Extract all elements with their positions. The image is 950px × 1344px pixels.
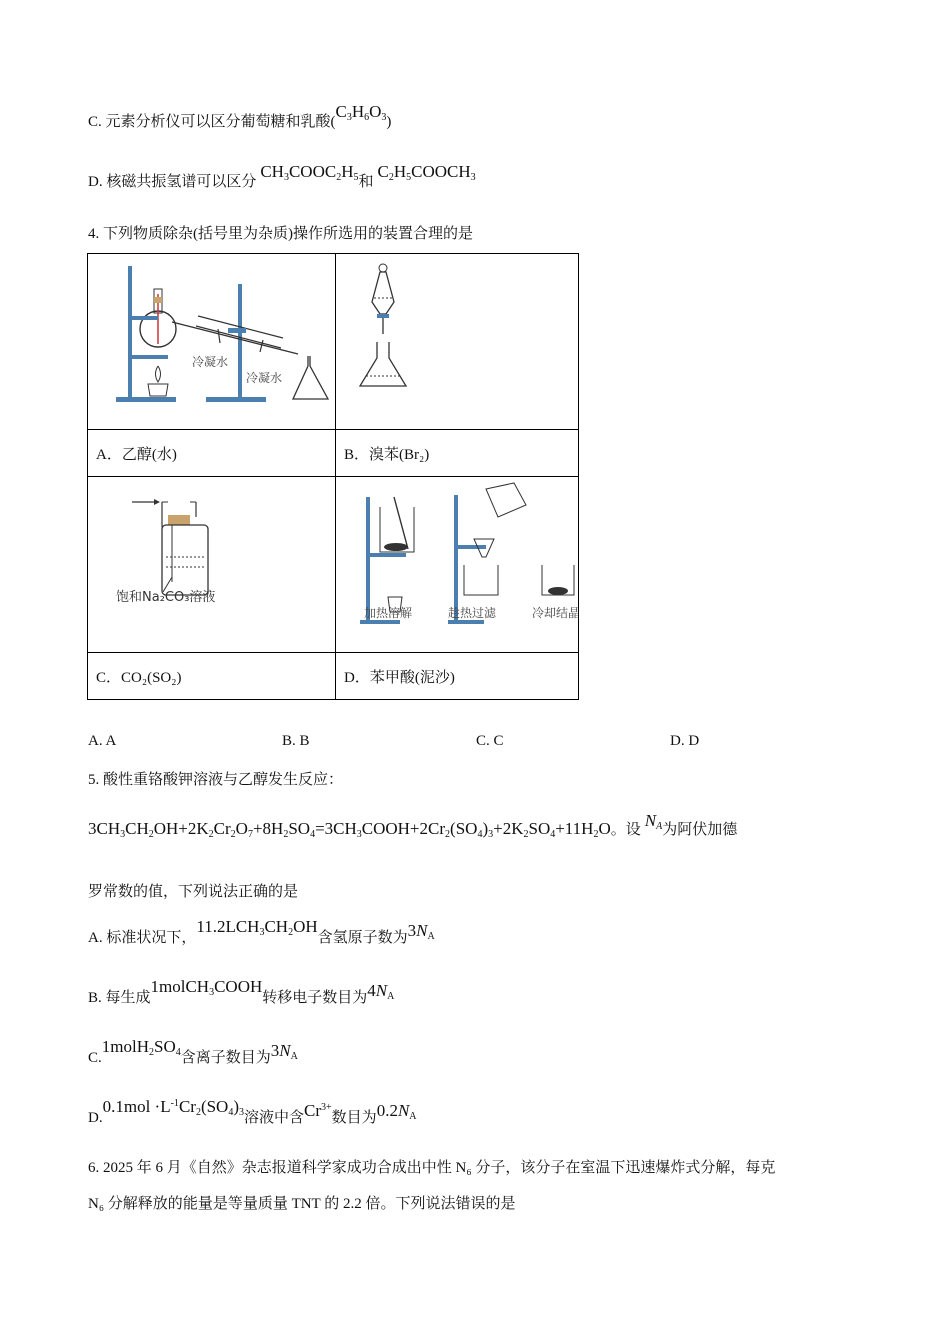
cell-a-label: A．乙醇(水)	[88, 430, 336, 477]
step-label-heat-dissolve: 加热溶解	[364, 606, 413, 620]
cell-b-label: B．溴苯(Br₂)	[336, 430, 579, 477]
apparatus-c-image	[88, 477, 336, 653]
q6-line1: 6. 2025 年 6 月《自然》杂志报道科学家成功合成出中性 N₆ 分子，该分子在室温下迅速爆炸式分解，每克	[88, 1160, 776, 1176]
q5-option-b: B. 每生成1molCH$_3$COOH转移电子数目为$4N_A$	[88, 977, 395, 1006]
apparatus-a-image	[88, 254, 336, 430]
lactic-acid-formula: $C_3H_6O_3$	[335, 102, 387, 123]
option-c-value: $3N_A$	[270, 1041, 298, 1062]
q4-stem: 4. 下列物质除杂(括号里为杂质)操作所选用的装置合理的是	[88, 226, 473, 242]
option-a-formula: $11.2LCH_3CH_2OH$	[196, 917, 318, 938]
option-c-formula: $1molH_2SO_4$	[101, 1037, 181, 1058]
saturated-solution-label: 饱和Na₂CO₃溶液	[116, 590, 216, 605]
q5-stem: 5. 酸性重铬酸钾溶液与乙醇发生反应：	[88, 772, 344, 788]
choice-a[interactable]: A. A	[88, 733, 117, 749]
option-d-formula: $0.1mol \cdot L^{-1}Cr_2(SO_4)_3$	[102, 1097, 245, 1118]
q3-option-d: D. 核磁共振氢谱可以区分$CH_3COOC_2H_5$和$C_2H_5COOCH_3$	[88, 162, 476, 190]
choice-b[interactable]: B. B	[282, 733, 310, 749]
option-b-value: $4N_A$	[367, 981, 395, 1002]
avogadro-symbol: $N_A$	[644, 811, 663, 832]
chromium-ion: $Cr^{3+}$	[304, 1101, 332, 1120]
condenser-water-label-2: 冷凝水	[246, 371, 283, 385]
q5-equation-line: $3CH_3CH_2OH+2K_2Cr_2O_7+8H_2SO_4=3CH_3COOH+2Cr_2(SO_4)_3+2K_2SO_4+11H_2O$。设 $N_A$为阿伏加德	[88, 811, 738, 840]
option-d-value: $0.2N_A$	[376, 1101, 417, 1122]
choice-c[interactable]: C. C	[476, 733, 504, 749]
q5-stem-cont: 罗常数的值，下列说法正确的是	[88, 884, 299, 900]
step-label-cool-crystallize: 冷却结晶	[532, 606, 578, 620]
option-a-value: $3N_A$	[407, 921, 435, 942]
condenser-water-label-1: 冷凝水	[192, 355, 229, 369]
ethyl-acetate-formula: $CH_3COOC_2H_5$	[260, 162, 359, 183]
q5-option-c: $C.1molH_2SO_4$含离子数目为$3N_A$	[88, 1037, 298, 1066]
choice-d[interactable]: D. D	[670, 733, 700, 749]
option-b-formula: 1molCH$_3$COOH	[150, 977, 263, 998]
q6-line2: N₆ 分解释放的能量是等量质量 TNT 的 2.2 倍。下列说法错误的是	[88, 1196, 516, 1212]
cell-c-label: C．CO₂(SO₂)	[88, 653, 336, 700]
q5-option-d: $D.0.1mol \cdot L^{-1}Cr_2(SO_4)_3$溶液中含$Cr^{3+}$数目为$0.2N_A$	[88, 1097, 417, 1126]
reaction-equation: $3CH_3CH_2OH+2K_2Cr_2O_7+8H_2SO_4=3CH_3COOH+2Cr_2(SO_4)_3+2K_2SO_4+11H_2O$	[88, 819, 611, 840]
q3-option-c: C. 元素分析仪可以区分葡萄糖和乳酸$(C_3H_6O_3)$	[88, 102, 392, 130]
cell-d-label: D．苯甲酸(泥沙)	[336, 653, 579, 700]
apparatus-b-image	[336, 254, 579, 430]
step-label-hot-filter: 趁热过滤	[448, 606, 497, 620]
apparatus-table	[87, 253, 579, 700]
q5-option-a: A. 标准状况下，$11.2LCH_3CH_2OH$含氢原子数为$3N_A$	[88, 917, 435, 946]
apparatus-d-image	[336, 477, 579, 653]
methyl-propanoate-formula: $C_2H_5COOCH_3$	[377, 162, 476, 183]
